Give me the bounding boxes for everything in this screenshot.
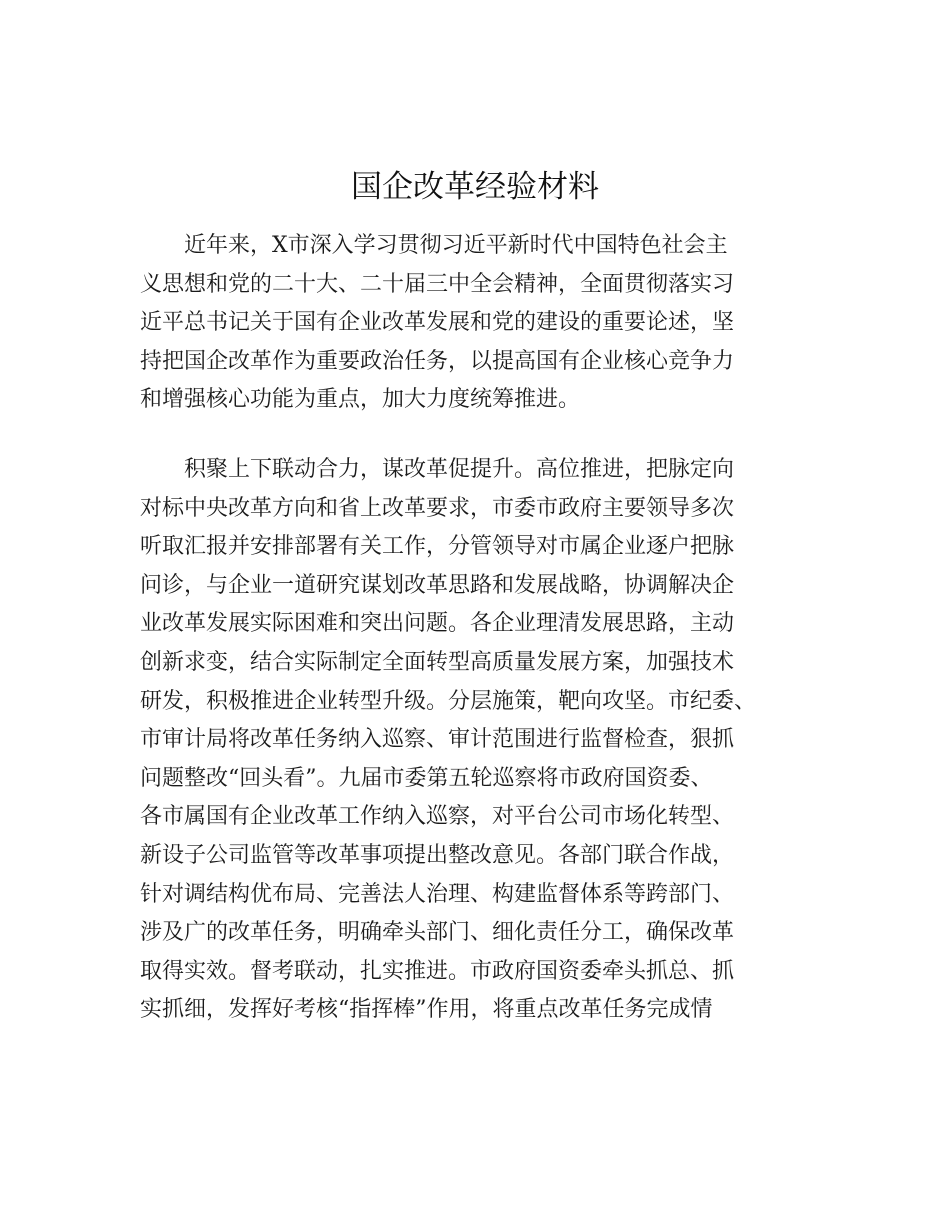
paragraph-line: 和增强核心功能为重点，加大力度统筹推进。 [140, 387, 581, 413]
paragraph-line: 市审计局将改革任务纳入巡察、审计范围进行监督检查，狠抓 [140, 727, 735, 753]
paragraph-line: 各市属国有企业改革工作纳入巡察，对平台公司市场化转型、 [140, 804, 735, 830]
paragraph-reform-linkage [140, 451, 756, 1030]
paragraph-line: 取得实效。督考联动，扎实推进。市政府国资委牵头抓总、抓 [140, 958, 735, 984]
paragraph-line: 研发，积极推进企业转型升级。分层施策，靶向攻坚。市纪委、 [140, 688, 757, 714]
paragraph-line: 义思想和党的二十大、二十届三中全会精神，全面贯彻落实习 [140, 271, 735, 297]
paragraph-line: 问题整改“回头看”。九届市委第五轮巡察将市政府国资委、 [140, 765, 713, 791]
paragraph-line: 创新求变，结合实际制定全面转型高质量发展方案，加强技术 [140, 649, 735, 675]
paragraph-line: 近平总书记关于国有企业改革发展和党的建设的重要论述，坚 [140, 310, 735, 336]
paragraph-line: 涉及广的改革任务，明确牵头部门、细化责任分工，确保改革 [140, 920, 735, 946]
paragraph-line: 听取汇报并安排部署有关工作，分管领导对市属企业逐户把脉 [140, 534, 735, 560]
paragraph-line: 积聚上下联动合力，谋改革促提升。高位推进，把脉定向 [184, 457, 735, 482]
paragraph-line: 针对调结构优布局、完善法人治理、构建监督体系等跨部门、 [140, 881, 735, 907]
paragraph-intro [140, 227, 734, 420]
paragraph-line: 业改革发展实际困难和突出问题。各企业理清发展思路，主动 [140, 611, 735, 637]
paragraph-line: 新设子公司监管等改革事项提出整改意见。各部门联合作战， [140, 842, 735, 868]
document-title: 国企改革经验材料 [351, 169, 599, 205]
paragraph-line: 近年来，X市深入学习贯彻习近平新时代中国特色社会主 [184, 233, 728, 258]
paragraph-line: 问诊，与企业一道研究谋划改革思路和发展战略，协调解决企 [140, 572, 735, 598]
paragraph-line: 实抓细，发挥好考核“指挥棒”作用，将重点改革任务完成情 [140, 997, 713, 1023]
paragraph-line: 持把国企改革作为重要政治任务，以提高国有企业核心竞争力 [140, 348, 735, 374]
paragraph-line: 对标中央改革方向和省上改革要求，市委市政府主要领导多次 [140, 495, 735, 521]
